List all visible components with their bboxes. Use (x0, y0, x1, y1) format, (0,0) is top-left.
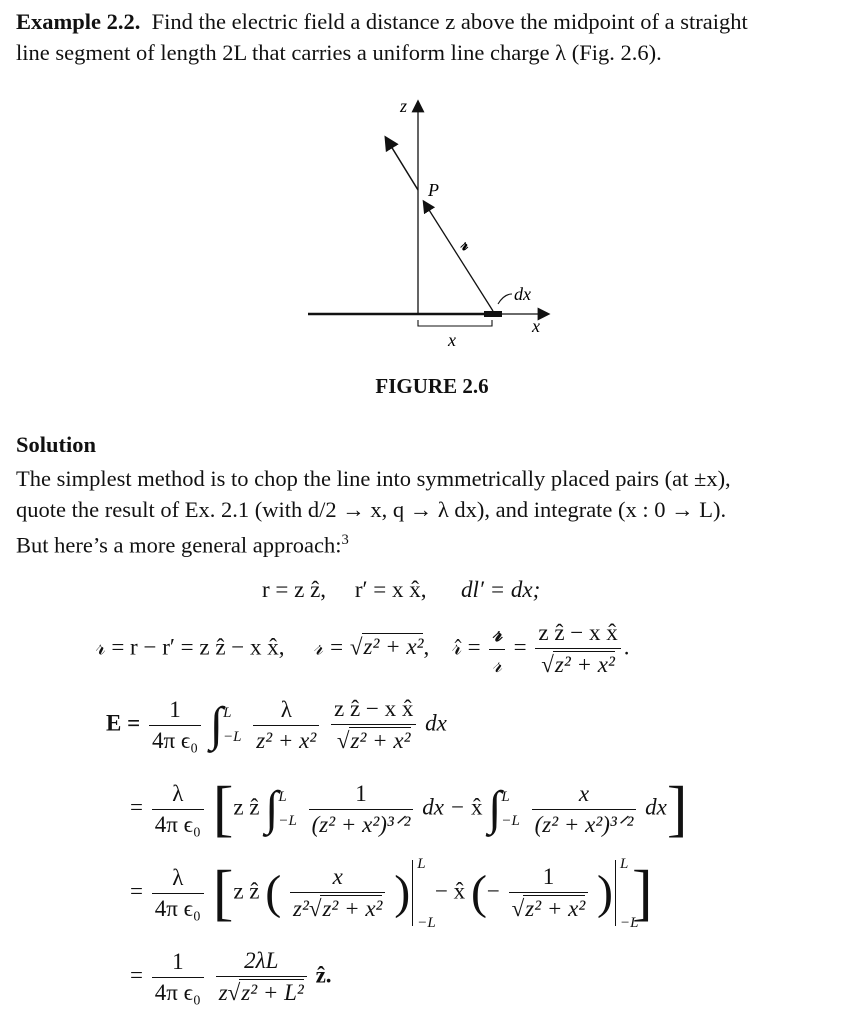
eq-sep-hat-lhs: 𝓇̂ = (452, 634, 481, 660)
separation-label: 𝓇 (460, 234, 468, 254)
z-axis-label: z (400, 96, 408, 116)
equation-result: = $\frac{1}{\text{4π ϵ₀}}$ $\frac{2\lambda L}{\text{z√z² + L²}}$ ẑ. (130, 948, 332, 1005)
eq-E-dx: dx (425, 710, 447, 736)
eq2-coef: $\frac{\lambda}{\text{4π ϵ₀}}$ (152, 781, 204, 838)
eq-sep-hat-frac2: $\frac{\text{z ẑ − x x̂}}{\text{√z² + x²}}$ (535, 620, 620, 678)
eq-sep-hat-frac: $\frac{\text{𝓇}}{\text{𝓇}}$ (489, 621, 505, 678)
eq-sep-mag-radicand: z² + x² (363, 634, 424, 660)
eq-sep-mag-lhs: 𝓇 = (313, 634, 345, 660)
solution-text (16, 463, 852, 561)
eq-E-frac1: $\frac{\lambda}{\text{z² + x²}}$ (253, 697, 319, 754)
eq4-frac: $\frac{2\lambda L}{\text{z√z² + L²}}$ (216, 948, 307, 1006)
dx-element (484, 311, 502, 317)
separation-vector (424, 202, 493, 311)
equation-separation: 𝓇 = r − r′ = z ẑ − x x̂, 𝓇 = √z² + x², 𝓇̂ = $\frac{\text{𝓇}}{\text{𝓇}}$ = $\frac{\text{z ẑ − x x̂}}{\text{√z² + x²}}$ . (96, 620, 630, 677)
equation-E-integral (0, 696, 864, 754)
solution-line1: The simplest method is to chop the line into symmetrically placed pairs (at ±x), (16, 466, 731, 491)
solution-line2: quote the result of Ex. 2.1 (with d/2 → x, q → λ dx), and integrate (x : 0 → L). (16, 497, 727, 522)
eq-rprime-def: r′ = x x̂, (354, 577, 427, 602)
eq3-eval-bar-1: L −L (412, 860, 429, 926)
footnote-marker: 3 (341, 532, 349, 548)
point-P-label: P (428, 180, 439, 200)
eq3-coef: $\frac{\lambda}{\text{4π ϵ₀}}$ (152, 865, 204, 922)
example-label: Example 2.2. (16, 9, 141, 34)
x-axis-label: x (532, 316, 540, 336)
solution-heading: Solution (16, 432, 97, 457)
example-statement (16, 6, 852, 68)
figure-diagram (290, 90, 580, 360)
eq3-frac2: $\frac{1}{\text{√z² + x²}}$ (509, 864, 589, 922)
integral-limits: L −L (223, 705, 242, 745)
solution-line3: But here’s a more general approach: (16, 532, 342, 558)
figure-caption: FIGURE 2.6 (375, 374, 489, 398)
eq3-frac1: $\frac{x}{\text{z²√z² + x²}}$ (290, 864, 385, 922)
x-distance-label: x (448, 330, 456, 350)
eq-r-def: r = z ẑ, (262, 577, 327, 602)
example-text-line2: line segment of length 2L that carries a uniform line charge λ (Fig. 2.6). (16, 40, 662, 65)
eq-E-frac2: $\frac{\text{z ẑ − x x̂}}{\text{√z² + x²}}$ (331, 696, 416, 754)
eq-E-coef: $\frac{1}{\text{4π ϵ₀}}$ (149, 697, 201, 754)
eq2-frac1: $\frac{1}{\text{(z² + x²)³ᐟ²}}$ (309, 781, 414, 838)
eq-dl-def: dl′ = dx; (460, 577, 541, 602)
x-distance-bracket (418, 320, 492, 326)
integral-sign: ∫ (209, 698, 224, 751)
equation-definitions (0, 577, 864, 603)
field-vector (386, 138, 418, 190)
dx-pointer (498, 294, 512, 304)
eq4-result-unit: ẑ. (315, 962, 332, 988)
eq-E-lhs: E = (106, 710, 141, 736)
equation-step-3: = $\frac{\lambda}{\text{4π ϵ₀}}$ [z ẑ ( $\frac{x}{\text{z²√z² + x²}}$ ) L −L − x̂ (− $\frac{1}{\text{√z² + x²}}$ ) L −L ] (130, 856, 653, 931)
eq3-eval-bar-2: L −L (615, 860, 632, 926)
example-text-line1: Find the electric field a distance z above the midpoint of a straight (151, 9, 748, 34)
eq2-frac2: $\frac{x}{\text{(z² + x²)³ᐟ²}}$ (532, 781, 637, 838)
eq4-coef: $\frac{1}{\text{4π ϵ₀}}$ (152, 949, 204, 1006)
eq-sep-vector: 𝓇 = r − r′ = z ẑ − x x̂, (96, 634, 285, 660)
dx-label: dx (514, 284, 531, 304)
equation-step-2: = $\frac{\lambda}{\text{4π ϵ₀}}$ [z ẑ ∫ L −L $\frac{1}{\text{(z² + x²)³ᐟ²}}$ dx − x̂ ∫ L −L $\frac{x}{\text{(z² + x²)³ᐟ²}}$ dx] (130, 775, 688, 843)
